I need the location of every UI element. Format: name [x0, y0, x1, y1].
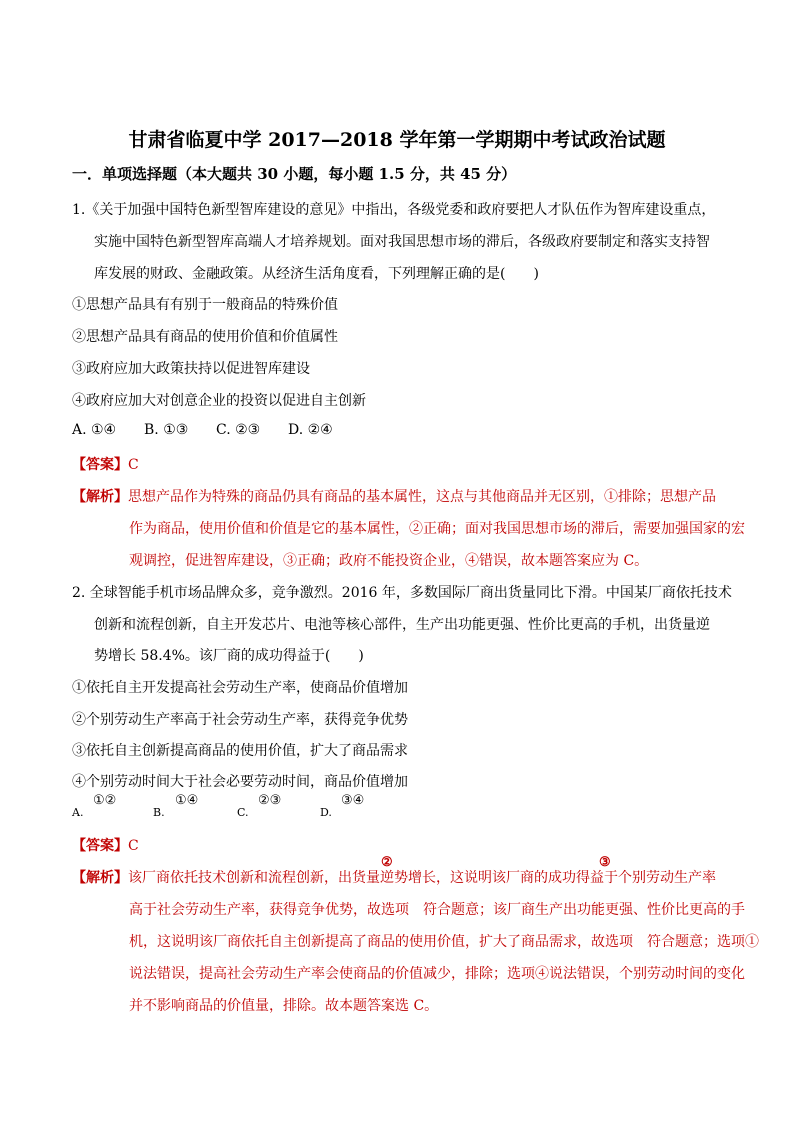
q2-option-b-letter: B.	[153, 806, 165, 819]
q1-analysis-line-2: 作为商品，使用价值和价值是它的基本属性，②正确；面对我国思想市场的滞后，需要加强国家的宏	[129, 521, 745, 537]
q1-option-a: A. ①④	[72, 422, 117, 438]
q2-option-a-value: ①②	[93, 793, 117, 808]
answer-value: C	[128, 457, 139, 473]
q2-stem-line-2: 创新和流程创新，自主开发芯片、电池等核心部件，生产出功能更强、性价比更高的手机，出货量逆	[94, 617, 710, 633]
q2-option-b-value: ①④	[175, 793, 199, 808]
q2-analysis-line-5: 并不影响商品的价值量，排除。故本题答案选 C。	[129, 998, 439, 1014]
q2-analysis-line-3: 机，这说明该厂商依托自主创新提高了商品的使用价值，扩大了商品需求，故选项 符合题意；选项①	[129, 934, 759, 950]
q2-stem-line-1: 2. 全球智能手机市场品牌众多，竞争激烈。2016 年，多数国际厂商出货量同比下滑。中国某厂商依托技术	[72, 585, 732, 601]
q1-item-4: ④政府应加大对创意企业的投资以促进自主创新	[72, 393, 366, 409]
q2-item-1: ①依托自主开发提高社会劳动生产率，使商品价值增加	[72, 680, 408, 696]
q2-option-c-letter: C.	[237, 806, 249, 819]
q2-floating-mark-3: ③	[599, 855, 611, 870]
q2-item-4: ④个别劳动时间大于社会必要劳动时间，商品价值增加	[72, 774, 408, 790]
q2-option-c-value: ②③	[258, 793, 282, 808]
q1-item-1: ①思想产品具有有别于一般商品的特殊价值	[72, 297, 338, 313]
answer-tag: 【答案】	[72, 457, 128, 473]
analysis-tag: 【解析】	[72, 489, 128, 505]
q2-item-2: ②个别劳动生产率高于社会劳动生产率，获得竞争优势	[72, 712, 408, 728]
q2-option-d-letter: D.	[320, 806, 332, 819]
answer-tag: 【答案】	[72, 838, 128, 854]
page-title: 甘肃省临夏中学 2017—2018 学年第一学期期中考试政治试题	[128, 129, 666, 151]
q2-analysis-line-4: 说法错误，提高社会劳动生产率会使商品的价值减少，排除；选项④说法错误，个别劳动时间的变化	[129, 966, 745, 982]
section-heading: 一．单项选择题（本大题共 30 小题，每小题 1.5 分，共 45 分）	[72, 165, 517, 183]
q1-option-b: B. ①③	[144, 422, 189, 438]
q1-stem-line-1: 1.《关于加强中国特色新型智库建设的意见》中指出，各级党委和政府要把人才队伍作为智库建设重点，	[72, 202, 716, 218]
q1-answer	[72, 454, 139, 474]
q2-answer	[72, 835, 139, 855]
q1-analysis-line-3: 观调控，促进智库建设，③正确；政府不能投资企业，④错误，故本题答案应为 C。	[129, 553, 649, 569]
analysis-tag: 【解析】	[72, 870, 128, 886]
q2-stem-line-3: 势增长 58.4%。该厂商的成功得益于( )	[94, 648, 364, 664]
q2-option-d-value: ③④	[341, 793, 365, 808]
q1-analysis-line-1	[72, 486, 716, 506]
analysis-text: 思想产品作为特殊的商品仍具有商品的基本属性，这点与其他商品并无区别，①排除；思想产品	[128, 489, 716, 505]
q1-item-3: ③政府应加大政策扶持以促进智库建设	[72, 361, 310, 377]
q2-option-a-letter: A.	[72, 806, 84, 819]
q2-floating-mark-2: ②	[381, 855, 393, 870]
q1-option-c: C. ②③	[216, 422, 261, 438]
analysis-text: 该厂商依托技术创新和流程创新，出货量逆势增长，这说明该厂商的成功得益于个别劳动生产率	[128, 870, 716, 886]
answer-value: C	[128, 838, 139, 854]
q2-analysis-line-1	[72, 867, 716, 887]
q1-options	[72, 422, 360, 438]
q2-analysis-line-2: 高于社会劳动生产率，获得竞争优势，故选项 符合题意；该厂商生产出功能更强、性价比更高的手	[129, 902, 745, 918]
q1-option-d: D. ②④	[288, 422, 333, 438]
q1-item-2: ②思想产品具有商品的使用价值和价值属性	[72, 329, 338, 345]
q2-item-3: ③依托自主创新提高商品的使用价值，扩大了商品需求	[72, 743, 408, 759]
q1-stem-line-3: 库发展的财政、金融政策。从经济生活角度看，下列理解正确的是( )	[94, 266, 539, 282]
q1-stem-line-2: 实施中国特色新型智库高端人才培养规划。面对我国思想市场的滞后，各级政府要制定和落实支持智	[94, 234, 710, 250]
